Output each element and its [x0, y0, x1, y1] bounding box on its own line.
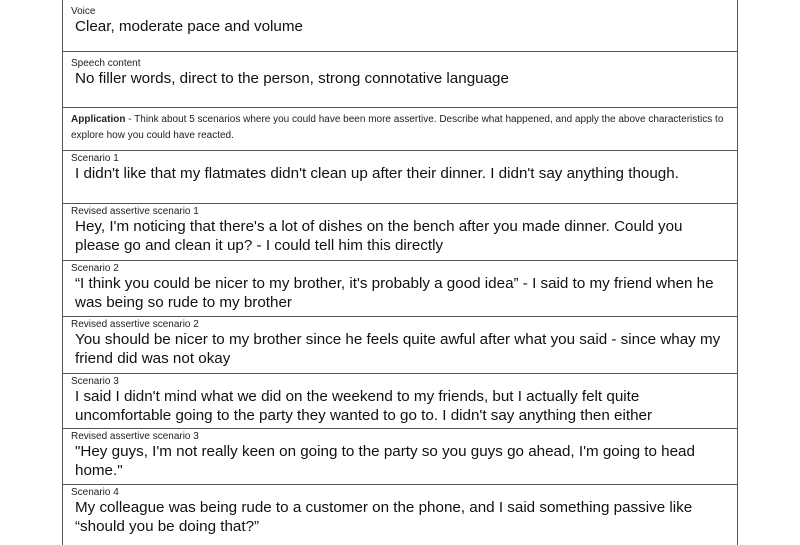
revised-scenario-2-label: Revised assertive scenario 2 [71, 319, 199, 330]
application-instructions: - Think about 5 scenarios where you could have been more assertive. Describe what happened, and apply the above characteristics to explore how you could have reacted. [71, 114, 724, 141]
scenario-2-label: Scenario 2 [71, 263, 119, 274]
voice-row [63, 0, 737, 52]
scenario-1-row [63, 151, 737, 204]
revised-scenario-3-row [63, 429, 737, 485]
revised-scenario-1-row [63, 204, 737, 261]
scenario-1-content: I didn't like that my flatmates didn't clean up after their dinner. I didn't say anything though. [75, 165, 679, 182]
scenario-4-content: My colleague was being rude to a customer on the phone, and I said something passive like “should you be doing that?” [75, 499, 693, 535]
scenario-2-row [63, 261, 737, 317]
revised-scenario-1-content: Hey, I'm noticing that there's a lot of dishes on the bench after you made dinner. Could you please go and clean it up? - I could tell him this directly [75, 218, 683, 254]
speech-content-text: No filler words, direct to the person, strong connotative language [75, 70, 509, 87]
application-label: Application [71, 114, 126, 125]
voice-label: Voice [71, 6, 96, 17]
scenario-3-content: I said I didn't mind what we did on the weekend to my friends, but I actually felt quite uncomfortable going to the party they wanted to go to. I didn't say anything then either [75, 388, 653, 424]
scenario-3-label: Scenario 3 [71, 376, 119, 387]
scenario-3-row [63, 374, 737, 429]
speech-content-row [63, 52, 737, 108]
voice-content: Clear, moderate pace and volume [75, 18, 303, 35]
application-row [63, 108, 737, 151]
revised-scenario-3-label: Revised assertive scenario 3 [71, 431, 199, 442]
speech-content-label: Speech content [71, 58, 141, 69]
revised-scenario-2-content: You should be nicer to my brother since he feels quite awful after what you said - since whay my friend did was not okay [75, 331, 721, 367]
revised-scenario-2-row [63, 317, 737, 374]
revised-scenario-1-label: Revised assertive scenario 1 [71, 206, 199, 217]
scenario-1-label: Scenario 1 [71, 153, 119, 164]
scenario-2-content: “I think you could be nicer to my brother, it's probably a good idea” - I said to my friend when he was being so rude to my brother [75, 275, 714, 311]
worksheet-table [62, 0, 738, 545]
scenario-4-label: Scenario 4 [71, 487, 119, 498]
scenario-4-row [63, 485, 737, 545]
revised-scenario-3-content: "Hey guys, I'm not really keen on going to the party so you guys go ahead, I'm going to head home." [75, 443, 695, 479]
